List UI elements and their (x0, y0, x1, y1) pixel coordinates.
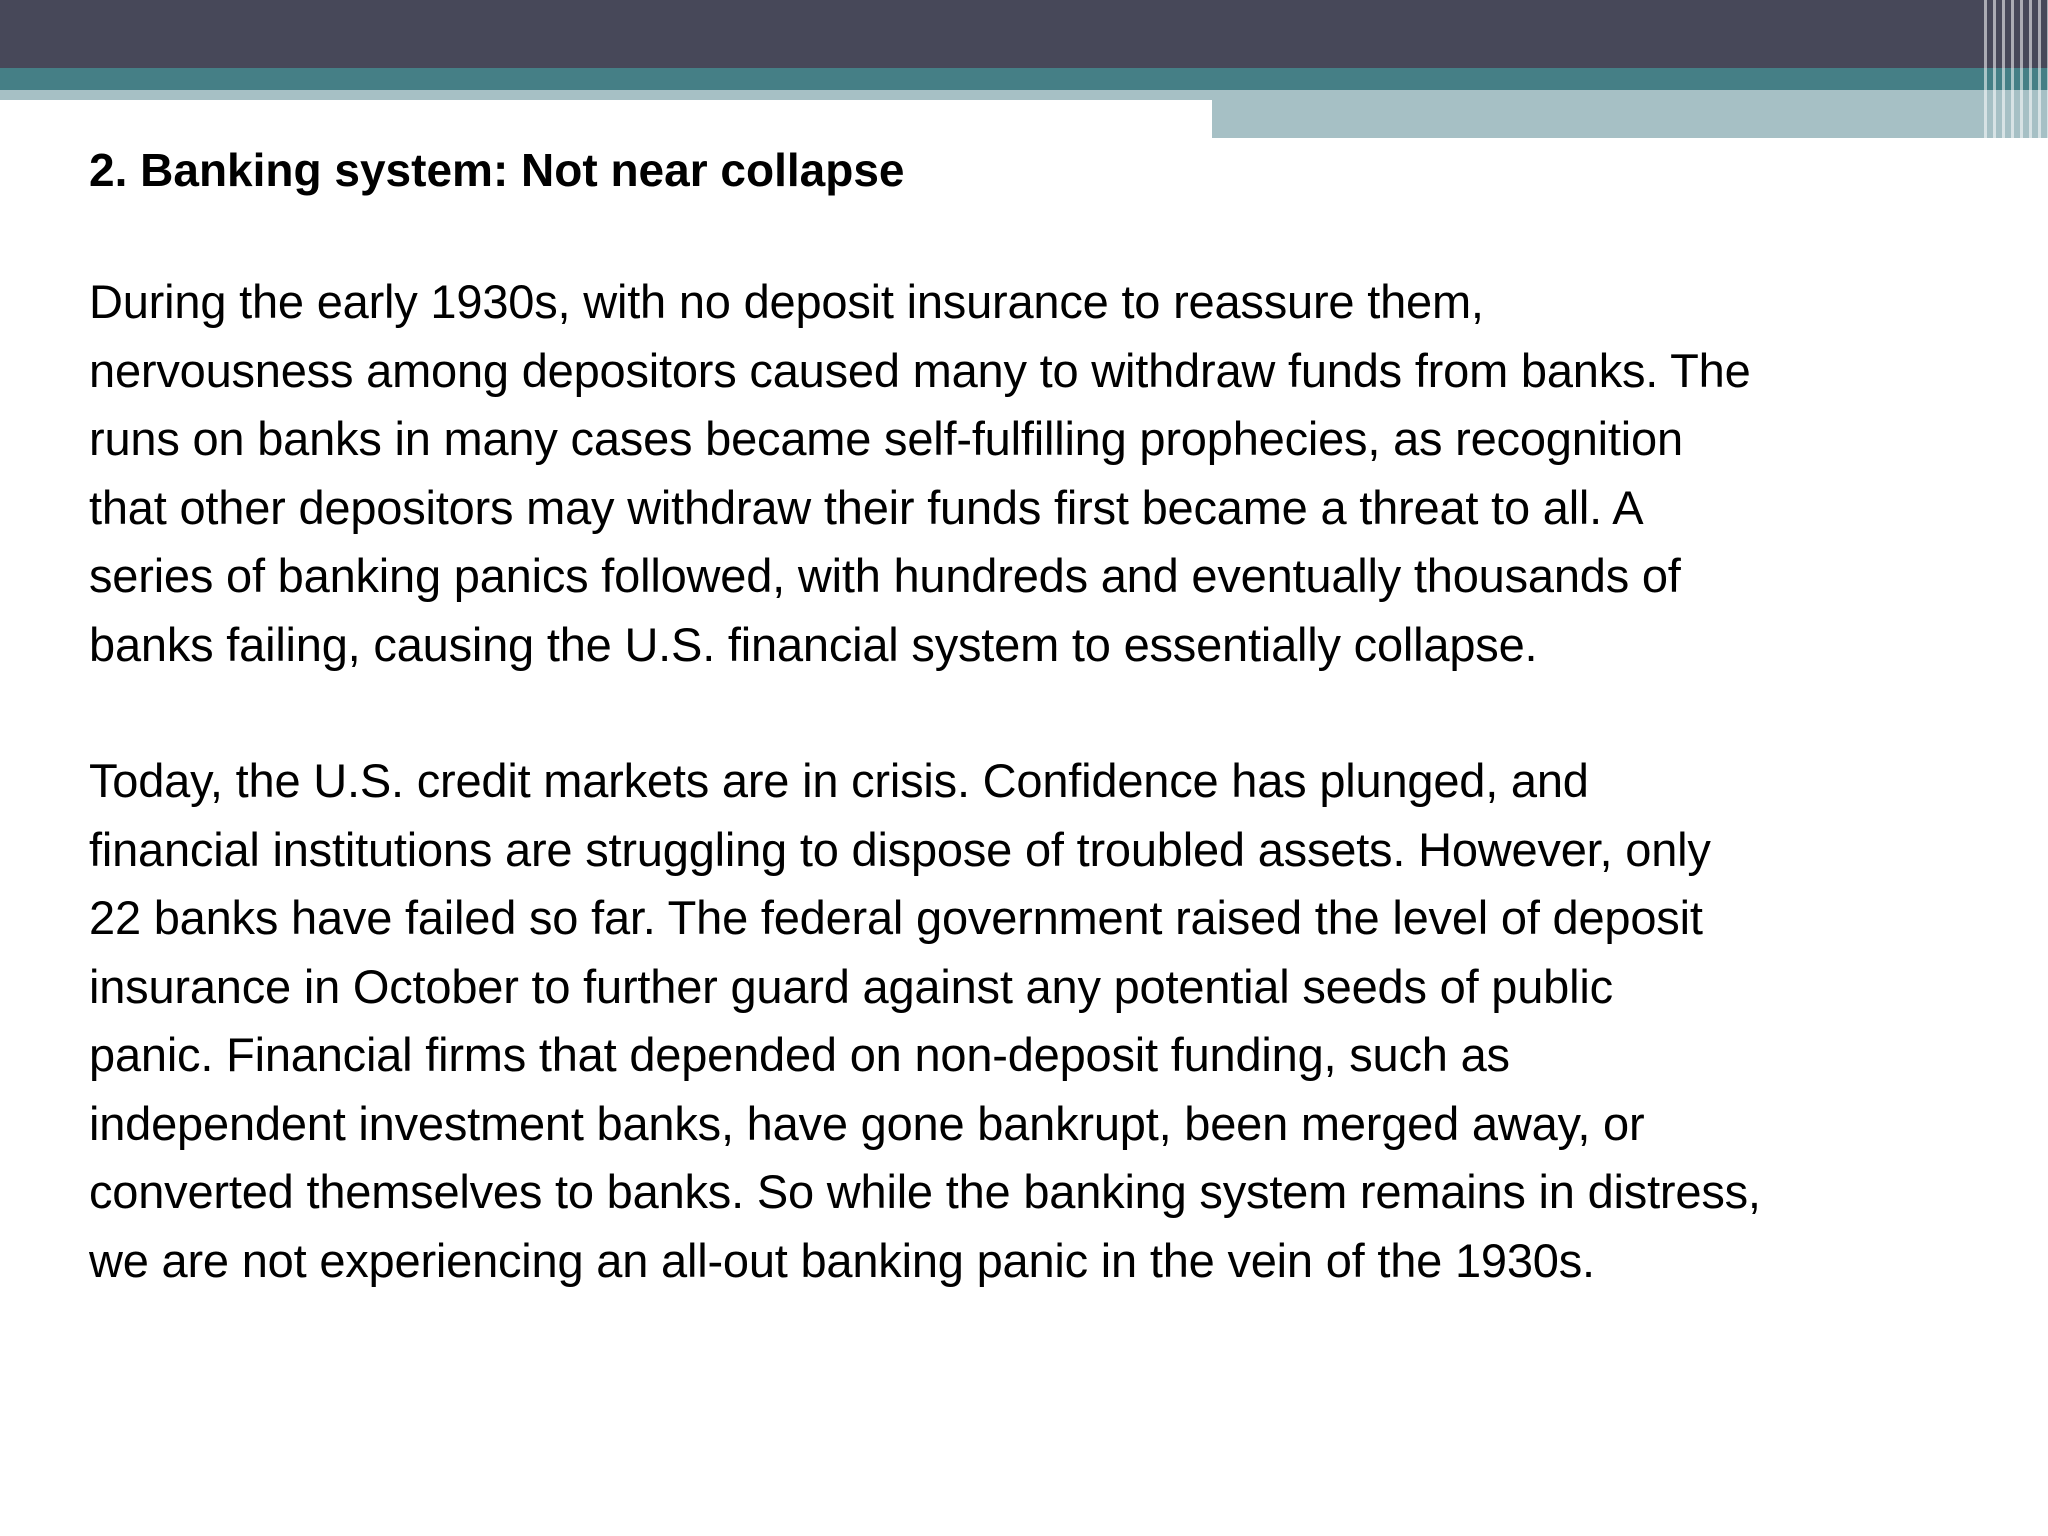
paragraph-1 (89, 268, 1989, 679)
header-band-dark (0, 0, 2048, 68)
paragraph-1-line: series of banking panics followed, with hundreds and eventually thousands of (89, 549, 1681, 602)
header-band-light-right (1212, 90, 2048, 138)
paragraph-1-line: that other depositors may withdraw their funds first became a threat to all. A (89, 480, 1644, 534)
paragraph-2-line: we are not experiencing an all-out banking panic in the vein of the 1930s. (89, 1233, 1595, 1287)
paragraph-1-line: banks failing, causing the U.S. financial system to essentially collapse. (89, 617, 1538, 671)
paragraph-1-line: nervousness among depositors caused many to withdraw funds from banks. The (89, 343, 1751, 397)
paragraph-2-line: financial institutions are struggling to dispose of troubled assets. However, only (89, 822, 1711, 876)
paragraph-1-line: During the early 1930s, with no deposit insurance to reassure them, (89, 275, 1484, 328)
paragraph-2-line: converted themselves to banks. So while the banking system remains in distress, (89, 1165, 1761, 1218)
slide-content (89, 138, 1989, 1363)
paragraph-2 (89, 747, 1989, 1295)
paragraph-2-line: panic. Financial firms that depended on non-deposit funding, such as (89, 1028, 1510, 1081)
paragraph-1-line: runs on banks in many cases became self-fulfilling prophecies, as recognition (89, 412, 1683, 465)
header-band-teal (0, 68, 2048, 90)
paragraph-2-line: Today, the U.S. credit markets are in crisis. Confidence has plunged, and (89, 754, 1589, 807)
paragraph-2-line: 22 banks have failed so far. The federal government raised the level of deposit (89, 891, 1703, 944)
header-stripes (1984, 0, 2048, 138)
paragraph-2-line: insurance in October to further guard against any potential seeds of public (89, 959, 1613, 1013)
header-band-light-left (0, 90, 1212, 100)
slide-heading: 2. Banking system: Not near collapse (89, 144, 905, 196)
paragraph-2-line: independent investment banks, have gone bankrupt, been merged away, or (89, 1096, 1645, 1150)
